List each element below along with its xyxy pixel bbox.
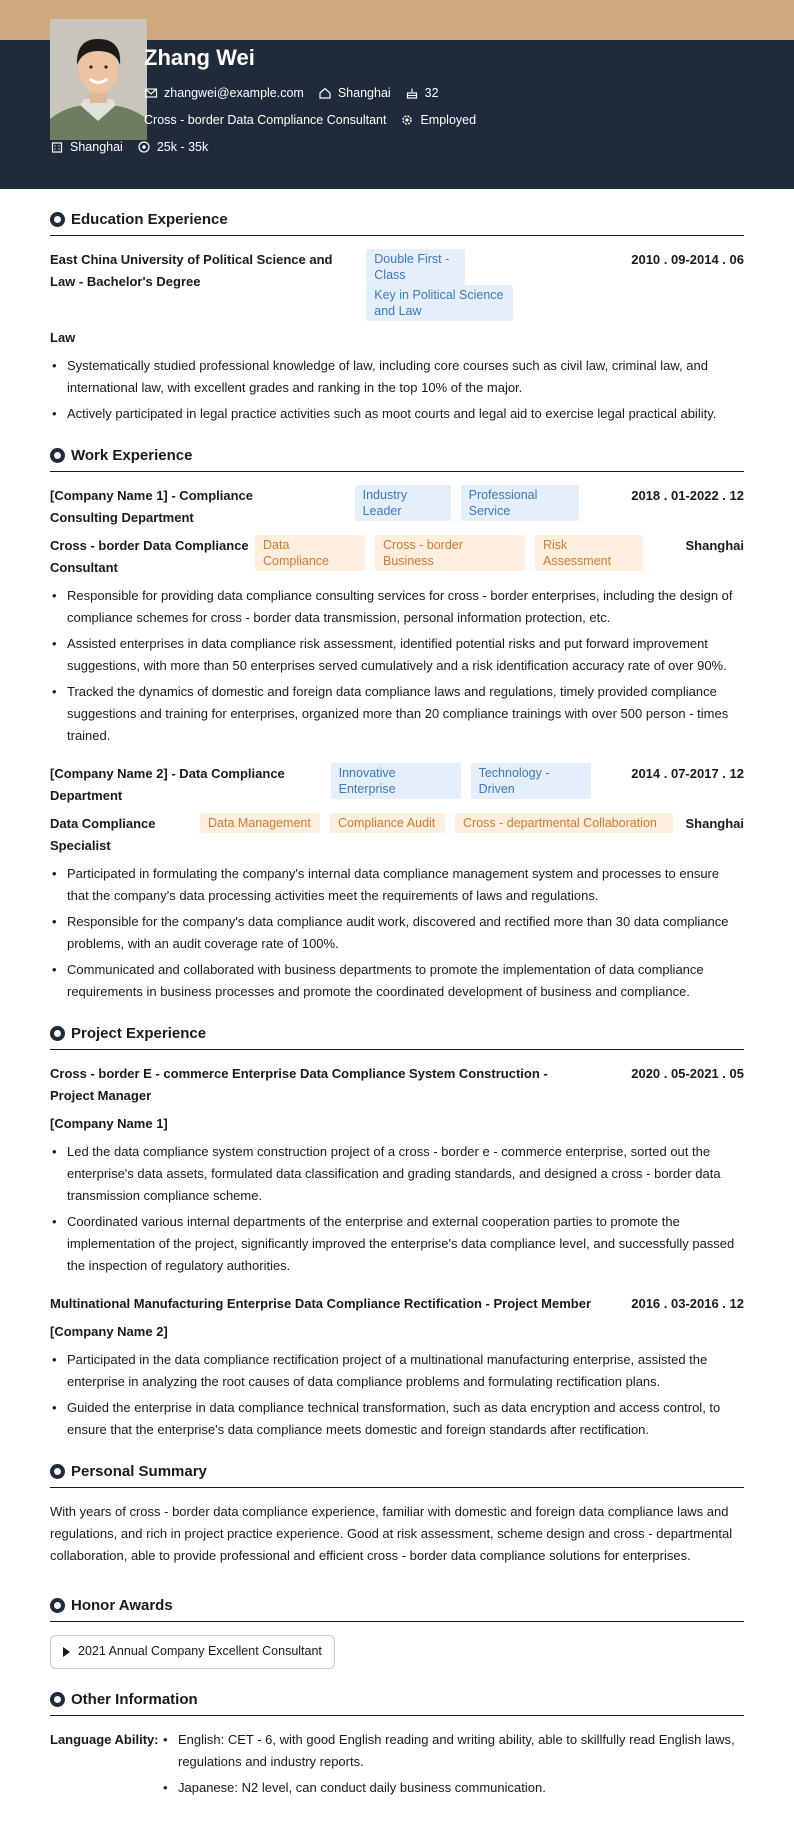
project-name: Multinational Manufacturing Enterprise Data Compliance Rectification - Project Member [50,1296,592,1312]
education-entry [50,249,744,425]
project-entry [50,1063,744,1277]
major: Law [50,330,76,345]
date-range: 2018 . 01-2022 . 12 [631,488,744,504]
email-text: zhangwei@example.com [164,86,304,100]
project-name: Cross - border E - commerce Enterprise Data Compliance System Construction - Project Manager [50,1066,548,1104]
bullet-list [50,585,744,747]
tag: Technology - Driven [471,763,591,799]
tag: Double First - Class [366,249,465,285]
age-text: 32 [424,86,439,100]
tag: Innovative Enterprise [331,763,461,799]
skill-tag: Cross - departmental Collaboration [455,813,673,833]
school-name: East China University of Political Science and Law - Bachelor's Degree [50,252,333,289]
language-item: • Japanese: N2 level, can conduct daily business communication. [161,1777,744,1799]
skill-tags [200,813,685,833]
work-entry [50,763,744,1003]
salary-item [137,138,208,156]
expectation-row [50,138,222,156]
city-text: Shanghai [337,86,391,100]
status-text: Employed [420,113,477,127]
target-position-text: Cross - border Data Compliance Consultant [144,113,387,127]
expected-city-text: Shanghai [70,140,123,154]
tag: Industry Leader [355,485,451,521]
school-tags [366,249,631,321]
email-item [144,84,304,102]
work-location: Shanghai [685,538,744,554]
bullet-list [50,863,744,1003]
other-section [50,1689,744,1803]
profile-header [0,40,794,189]
job-intent-row [144,111,490,129]
graduation-cap-icon [50,212,65,227]
project-company: [Company Name 2] [50,1324,168,1340]
skill-tag: Data Compliance [255,535,365,571]
work-section [50,445,744,1003]
skill-tag: Compliance Audit [330,813,445,833]
bullet-item: • Participated in formulating the company's internal data compliance management system and processes to ensure that the company's data processing activities meet the requirements of laws and regulations. [50,863,744,907]
status-item [400,111,476,129]
entry-header-row [50,1293,744,1315]
section-header [50,445,744,472]
gear-icon [400,113,414,127]
section-title: Education Experience [71,211,228,228]
summary-text: With years of cross - border data compliance experience, familiar with domestic and foreign data compliance laws and regulations, and rich in project practice experience. Good at risk assessment, scheme design and cross - departmental collaboration, able to provide professional and efficient cross - border data compliance solutions for enterprises. [50,1504,733,1564]
work-entry [50,485,744,747]
bullet-list [50,355,744,425]
section-title: Personal Summary [71,1463,207,1481]
date-range: 2020 . 05-2021 . 05 [631,1066,744,1082]
section-title: Project Experience [71,1025,207,1043]
tag: Key in Political Science and Law [366,285,513,321]
resume-body [0,209,794,1803]
award-text: 2021 Annual Company Excellent Consultant [78,1644,322,1659]
skill-tag: Cross - border Business [375,535,525,571]
bullet-item: • Communicated and collaborated with business departments to promote the implementation of data compliance requirements in business processes and promote the coordinated development of business and compliance. [50,959,744,1003]
profile-photo [50,19,147,140]
award-item[interactable] [50,1635,335,1668]
briefcase-icon [50,448,65,463]
position-row [50,813,744,857]
bullet-item: • Coordinated various internal departments of the enterprise and external cooperation parties to promote the implementation of the project, significantly improved the enterprise's data compliance level, and successfully passed the inspection of regulatory authorities. [50,1211,744,1277]
bullet-item: • Tracked the dynamics of domestic and foreign data compliance laws and regulations, timely provided compliance suggestions and training for enterprises, organized more than 20 compliance trainings with over 500 person - times trained. [50,681,744,747]
bullet-item: • Responsible for providing data compliance consulting services for cross - border enterprises, including the design of compliance schemes for cross - border data transmission, personal information protection, etc. [50,585,744,629]
cake-icon [405,86,419,100]
bullet-item: • Led the data compliance system construction project of a cross - border e - commerce enterprise, sorted out the enterprise's data assets, formulated data classification and grading standards, and designed a cross - border data transmission compliance scheme. [50,1141,744,1207]
expected-city-item [50,138,123,156]
project-section [50,1023,744,1441]
summary-section [50,1461,744,1567]
education-section [50,209,744,425]
bullet-list [50,1141,744,1277]
bullet-item: • Assisted enterprises in data compliance risk assessment, identified potential risks and put forward improvement suggestions, with more than 50 enterprises served cumulatively and a risk identification accuracy rate of over 90%. [50,633,744,677]
section-title: Work Experience [71,447,193,465]
salary-text: 25k - 35k [156,140,209,154]
bullet-item: • Guided the enterprise in data compliance technical transformation, such as data encryption and access control, to ensure that the enterprise's data compliance meets domestic and foreign standards after rectification. [50,1397,744,1441]
position-row [50,535,744,579]
date-range: 2014 . 07-2017 . 12 [631,766,744,782]
entry-header-row [50,249,744,321]
contact-row [144,84,453,102]
bullet-list [50,1349,744,1441]
tag: Professional Service [461,485,579,521]
project-company: [Company Name 1] [50,1116,168,1132]
language-row [50,1729,744,1803]
play-icon [63,1647,70,1657]
grid-icon [50,1026,65,1041]
section-header [50,1689,744,1716]
company-name: [Company Name 2] - Data Compliance Department [50,766,285,804]
section-title: Other Information [71,1690,198,1708]
work-location: Shanghai [685,816,744,832]
language-item: • English: CET - 6, with good English reading and writing ability, able to skillfully read English laws, regulations and industry reports. [161,1729,744,1773]
date-range: 2016 . 03-2016 . 12 [631,1296,744,1312]
language-list [161,1729,744,1803]
skill-tag: Risk Assessment [535,535,643,571]
honors-section [50,1595,744,1668]
bullet-item: • Actively participated in legal practice activities such as moot courts and legal aid to exercise legal practical ability. [50,403,744,425]
entry-header-row [50,763,744,807]
language-label: Language Ability: [50,1731,159,1747]
bullet-item: • Participated in the data compliance rectification project of a multinational manufacturing enterprise, assisted the enterprise in analyzing the root causes of data compliance problems and formulating rectification plans. [50,1349,744,1393]
section-title: Honor Awards [71,1597,173,1615]
info-icon [50,1692,65,1707]
company-tags [355,485,595,521]
city-item [318,84,391,102]
award-icon [50,1598,65,1613]
skill-tags [255,535,685,571]
age-item [405,84,439,102]
home-icon [318,86,332,100]
entry-header-row [50,1063,744,1107]
mail-icon [144,86,158,100]
money-icon [137,140,151,154]
entry-header-row [50,485,744,529]
bullet-item: • Systematically studied professional knowledge of law, including core courses such as civil law, criminal law, and international law, with excellent grades and ranking in the top 10% of the major. [50,355,744,399]
section-header [50,1023,744,1050]
skill-tag: Data Management [200,813,320,833]
date-range: 2010 . 09-2014 . 06 [631,252,744,267]
section-header [50,1461,744,1488]
position-title: Data Compliance Specialist [50,816,156,854]
bullet-item: • Responsible for the company's data compliance audit work, discovered and rectified more than 30 data compliance problems, with an audit coverage rate of 100%. [50,911,744,955]
company-tags [331,763,601,799]
target-position-item [144,111,386,129]
building-icon [50,140,64,154]
project-entry [50,1293,744,1441]
section-header [50,209,744,236]
section-header [50,1595,744,1622]
company-name: [Company Name 1] - Compliance Consulting Department [50,488,253,526]
candidate-name: Zhang Wei [144,45,255,70]
position-title: Cross - border Data Compliance Consultant [50,538,249,576]
person-icon [50,1464,65,1479]
